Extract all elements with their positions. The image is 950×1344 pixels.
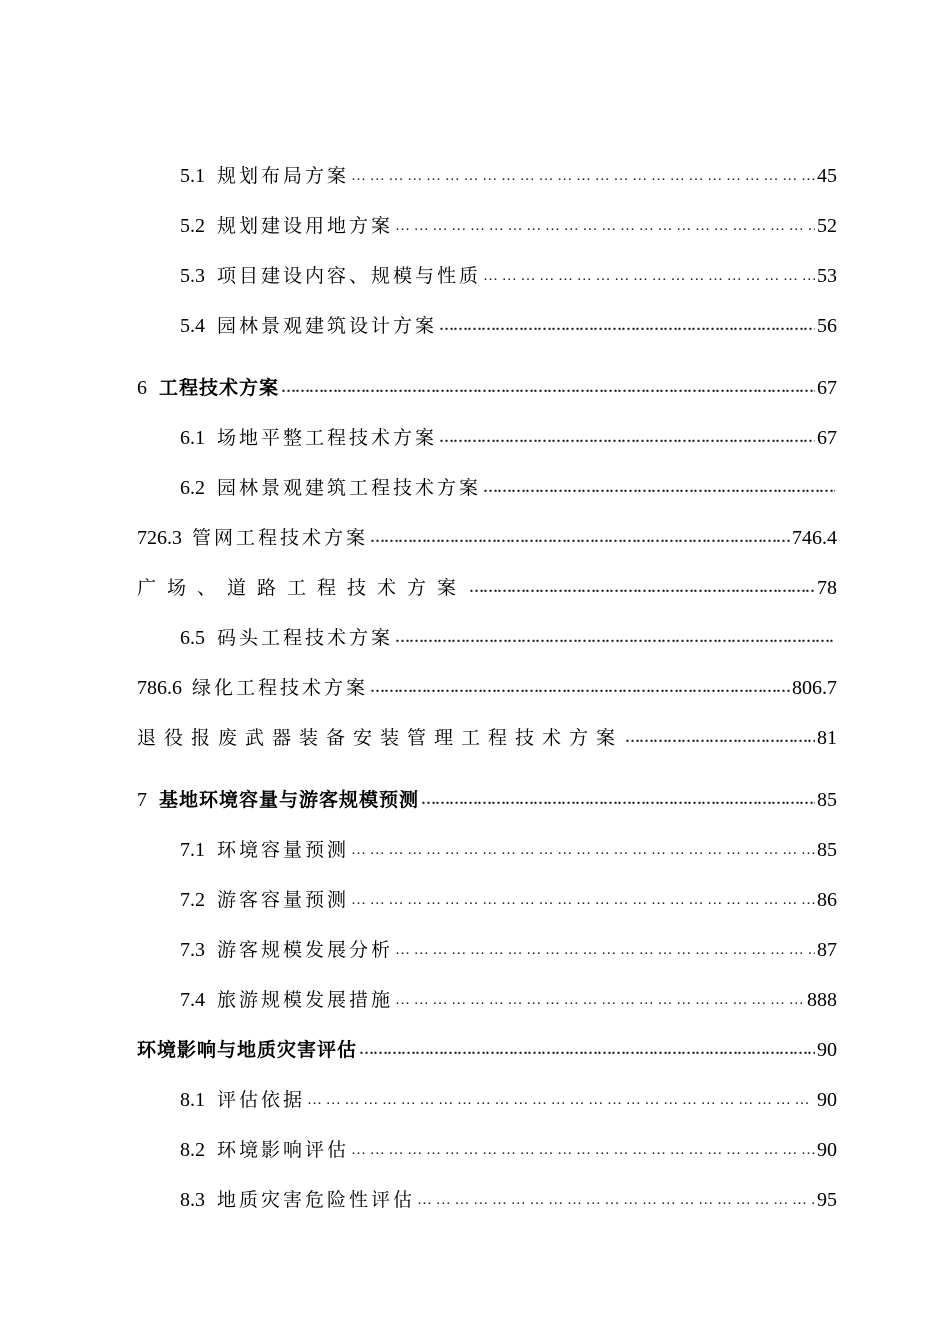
dot-leader (281, 376, 815, 400)
toc-entry-number: 6 (137, 377, 147, 399)
toc-entry-title: 评估依据 (217, 1089, 306, 1111)
toc-entry-7[interactable] (137, 782, 837, 812)
dot-leader (417, 1188, 815, 1212)
toc-entry-6-7[interactable] (137, 720, 837, 750)
toc-entry-number: 8.2 (180, 1139, 205, 1161)
toc-entry-5-1[interactable] (180, 158, 837, 188)
toc-entry-number: 7.4 (180, 989, 205, 1011)
toc-entry-8-3[interactable] (180, 1182, 837, 1212)
toc-entry-title: 游客容量预测 (217, 889, 350, 911)
toc-entry-6-5[interactable] (180, 620, 837, 650)
toc-entry-6-3[interactable] (137, 520, 837, 550)
toc-entry-page: 81 (817, 727, 837, 749)
toc-entry-page: 45 (817, 165, 837, 187)
dot-leader (351, 888, 815, 912)
toc-entry-number: 6.2 (180, 477, 205, 499)
dot-leader (439, 314, 815, 338)
dot-leader (307, 1088, 815, 1112)
toc-entry-title: 环境影响评估 (217, 1139, 350, 1161)
dot-leader (395, 214, 815, 238)
toc-entry-page: 806.7 (792, 677, 837, 699)
toc-entry-page: 90 (817, 1039, 837, 1061)
toc-entry-7-3[interactable] (180, 932, 837, 962)
dot-leader (625, 726, 815, 750)
dot-leader (370, 676, 790, 700)
dot-leader (395, 988, 805, 1012)
toc-entry-title: 场地平整工程技术方案 (217, 427, 438, 449)
toc-entry-page: 90 (817, 1089, 837, 1111)
toc-entry-title: 环境容量预测 (217, 839, 350, 861)
toc-entry-5-4[interactable] (180, 308, 837, 338)
toc-entry-8[interactable] (137, 1032, 837, 1062)
toc-entry-prefix: 786.6 (137, 677, 182, 699)
toc-entry-title: 项目建设内容、规模与性质 (217, 265, 482, 287)
toc-entry-number: 6.1 (180, 427, 205, 449)
toc-entry-title: 地质灾害危险性评估 (217, 1189, 416, 1211)
toc-entry-page: 90 (817, 1139, 837, 1161)
toc-entry-number: 7.2 (180, 889, 205, 911)
toc-entry-6[interactable] (137, 370, 837, 400)
toc-entry-page: 53 (817, 265, 837, 287)
toc-entry-title: 环境影响与地质灾害评估 (137, 1039, 358, 1061)
toc-entry-number: 8.1 (180, 1089, 205, 1111)
dot-leader (439, 426, 815, 450)
toc-entry-page: 86 (817, 889, 837, 911)
toc-entry-title: 退役报废武器装备安装管理工程技术方案 (137, 727, 624, 749)
toc-entry-title: 绿化工程技术方案 (192, 677, 369, 699)
dot-leader (483, 264, 815, 288)
toc-entry-number: 7.1 (180, 839, 205, 861)
toc-entry-6-6[interactable] (137, 670, 837, 700)
toc-entry-number: 5.1 (180, 165, 205, 187)
dot-leader (351, 838, 815, 862)
toc-entry-number: 5.4 (180, 315, 205, 337)
toc-entry-page: 95 (817, 1189, 837, 1211)
toc-entry-title: 规划布局方案 (217, 165, 350, 187)
dot-leader (359, 1038, 815, 1062)
toc-entry-title: 规划建设用地方案 (217, 215, 394, 237)
toc-entry-7-1[interactable] (180, 832, 837, 862)
toc-entry-6-1[interactable] (180, 420, 837, 450)
toc-entry-number: 5.2 (180, 215, 205, 237)
toc-entry-page: 56 (817, 315, 837, 337)
toc-entry-title: 管网工程技术方案 (192, 527, 369, 549)
dot-leader (421, 788, 815, 812)
toc-entry-title: 码头工程技术方案 (217, 627, 394, 649)
toc-entry-number: 7.3 (180, 939, 205, 961)
toc-entry-5-2[interactable] (180, 208, 837, 238)
toc-entry-page: 746.4 (792, 527, 837, 549)
toc-entry-title: 游客规模发展分析 (217, 939, 394, 961)
toc-entry-title: 园林景观建筑设计方案 (217, 315, 438, 337)
dot-leader (351, 1138, 815, 1162)
dot-leader (395, 626, 835, 650)
toc-entry-5-3[interactable] (180, 258, 837, 288)
toc-entry-page: 85 (817, 789, 837, 811)
dot-leader (370, 526, 790, 550)
toc-entry-page: 52 (817, 215, 837, 237)
toc-entry-number: 7 (137, 789, 147, 811)
toc-entry-number: 8.3 (180, 1189, 205, 1211)
toc-entry-6-4[interactable] (137, 570, 837, 600)
toc-entry-page: 888 (807, 989, 837, 1011)
dot-leader (395, 938, 815, 962)
toc-entry-title: 广场、道路工程技术方案 (137, 577, 468, 599)
toc-entry-page: 67 (817, 427, 837, 449)
toc-entry-page: 67 (817, 377, 837, 399)
toc-entry-7-2[interactable] (180, 882, 837, 912)
dot-leader (351, 164, 815, 188)
toc-entry-8-1[interactable] (180, 1082, 837, 1112)
dot-leader (469, 576, 815, 600)
toc-entry-page: 85 (817, 839, 837, 861)
toc-entry-8-2[interactable] (180, 1132, 837, 1162)
toc-entry-prefix: 726.3 (137, 527, 182, 549)
toc-entry-7-4[interactable] (180, 982, 837, 1012)
toc-entry-title: 工程技术方案 (159, 377, 280, 399)
toc-entry-number: 6.5 (180, 627, 205, 649)
toc-entry-page: 78 (817, 577, 837, 599)
toc-entry-number: 5.3 (180, 265, 205, 287)
toc-entry-6-2[interactable] (180, 470, 837, 500)
toc-entry-page: 87 (817, 939, 837, 961)
dot-leader (483, 476, 835, 500)
toc-entry-title: 基地环境容量与游客规模预测 (159, 789, 420, 811)
toc-entry-title: 旅游规模发展措施 (217, 989, 394, 1011)
toc-entry-title: 园林景观建筑工程技术方案 (217, 477, 482, 499)
